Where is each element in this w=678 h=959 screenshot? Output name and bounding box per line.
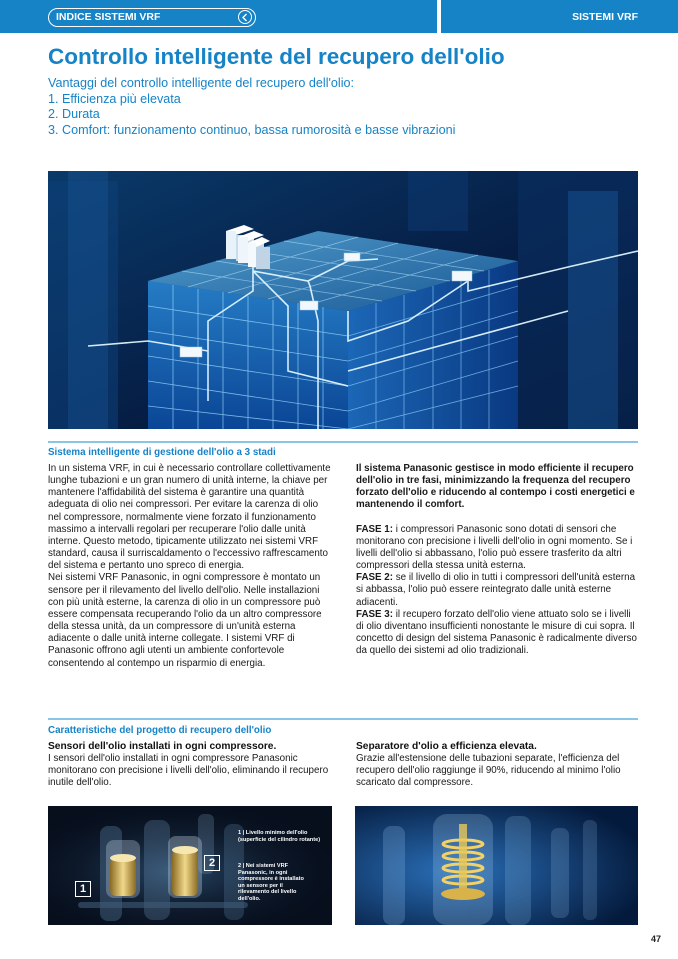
oil-separator-text: Grazie all'estensione delle tubazioni separate, l'efficienza del recupero dell'olio raggiunge il 90%, riducendo al minimo l'olio scaricato dal compressore. bbox=[356, 753, 621, 789]
phase-3 bbox=[356, 609, 640, 658]
section-rule-2 bbox=[48, 718, 638, 720]
callout-2-text: 2 | Nei sistemi VRF Panasonic, in ogni compressore è installato un sensore per il rilevamento del livello dell'olio. bbox=[238, 863, 304, 902]
intro-block bbox=[48, 76, 455, 138]
page-number: 47 bbox=[650, 934, 661, 944]
section1-right-column bbox=[356, 463, 640, 657]
index-nav-button[interactable] bbox=[48, 8, 256, 27]
intro-item-3: 3. Comfort: funzionamento continuo, bassa rumorosità e basse vibrazioni bbox=[48, 122, 456, 137]
page-title: Controllo intelligente del recupero dell'olio bbox=[48, 44, 505, 69]
phase-3-label: FASE 3: bbox=[356, 608, 394, 620]
chevron-left-icon bbox=[238, 10, 252, 24]
phase-1-label: FASE 1: bbox=[356, 523, 394, 535]
section1-left-paragraph-2: Nei sistemi VRF Panasonic, in ogni compressore è montato un sensore per il rilevamento del livello dell'olio. Nelle installazioni con più unità esterne, la carenza di olio in un compressore può essere compensata recuperando l'olio da un altro compressore della stessa unità, da un compressore di un'unità esterna adiacente o dalle unità interne collegate. I sistemi VRF di Panasonic offrono agli utenti un ambiente confortevole consentendo al contempo un risparmio di energia. bbox=[48, 572, 322, 669]
section2-heading: Caratteristiche del progetto di recupero dell'olio bbox=[48, 725, 272, 736]
phase-2 bbox=[356, 572, 640, 608]
index-nav-label: INDICE SISTEMI VRF bbox=[56, 11, 161, 23]
intro-item-2: 2. Durata bbox=[48, 107, 100, 121]
phase-3-text: il recupero forzato dell'olio viene attuato solo se i livelli di olio diventano insufficienti nonostante le misure di cui sopra. Il concetto di design del sistema Panasonic è radicalmente diverso da quello dei sistemi ad olio tradizionali. bbox=[356, 608, 638, 657]
section-rule-1 bbox=[48, 441, 638, 443]
section2-right-column bbox=[356, 741, 640, 790]
phase-2-label: FASE 2: bbox=[356, 572, 394, 584]
phase-2-text: se il livello di olio in tutti i compressori dell'unità esterna si abbassa, l'olio può essere reintegrato dalle unità esterne adiacenti. bbox=[356, 572, 636, 608]
oil-sensor-text: I sensori dell'olio installati in ogni compressore Panasonic monitorano con precisione i livelli dell'olio, eliminando il recupero inutile dell'olio. bbox=[48, 753, 329, 789]
callout-badge-2: 2 bbox=[204, 855, 220, 871]
callout-1-text: 1 | Livello minimo dell'olio (superficie del cilindro rotante) bbox=[238, 830, 321, 843]
intro-item-1: 1. Efficienza più elevata bbox=[48, 91, 181, 106]
oil-separator-title: Separatore d'olio a efficienza elevata. bbox=[356, 741, 537, 752]
section1-left-paragraph-1: In un sistema VRF, in cui è necessario controllare collettivamente lunghe tubazioni e un gran numero di unità interne, la chiave per mantenere l'affidabilità del sistema è garantire una quantità adeguata di olio nei compressori. Per evitare la carenza di olio nel compressore, normalmente viene forzato il funzionamento massimo a intervalli regolari per recuperare l'olio dalle unità interne. Questo metodo, tipicamente utilizzato nei sistemi VRF standard, causa il surriscaldamento o l'eccessivo raffrescamento del sistema e pertanto uno spreco di energia. bbox=[48, 463, 331, 572]
intro-lead: Vantaggi del controllo intelligente del recupero dell'olio: bbox=[48, 76, 355, 90]
oil-sensor-title: Sensori dell'olio installati in ogni compressore. bbox=[48, 741, 277, 752]
section1-right-intro: Il sistema Panasonic gestisce in modo efficiente il recupero dell'olio in tre fasi, minimizzando la frequenza del recupero forzato dell'olio e riducendo al contempo i costi energetici e mantenendo il comfort. bbox=[356, 463, 635, 511]
section1-heading: Sistema intelligente di gestione dell'olio a 3 stadi bbox=[48, 447, 276, 458]
header-divider bbox=[437, 0, 441, 33]
section1-left-column bbox=[48, 463, 332, 670]
oil-separator-image bbox=[355, 806, 638, 925]
section2-left-column bbox=[48, 741, 334, 790]
section-label: SISTEMI VRF bbox=[572, 11, 638, 23]
compressor-sensor-image bbox=[48, 806, 332, 925]
callout-badge-1: 1 bbox=[75, 881, 91, 897]
phase-1-text: i compressori Panasonic sono dotati di sensori che monitorano con precisione i livelli dell'olio in ogni momento. Se i livelli dell'olio si abbassano, l'olio può essere trasferito da altri compressori della stessa unità esterna. bbox=[356, 523, 633, 572]
phase-1 bbox=[356, 524, 640, 573]
spacer bbox=[356, 512, 640, 524]
hero-building-illustration bbox=[48, 171, 638, 429]
